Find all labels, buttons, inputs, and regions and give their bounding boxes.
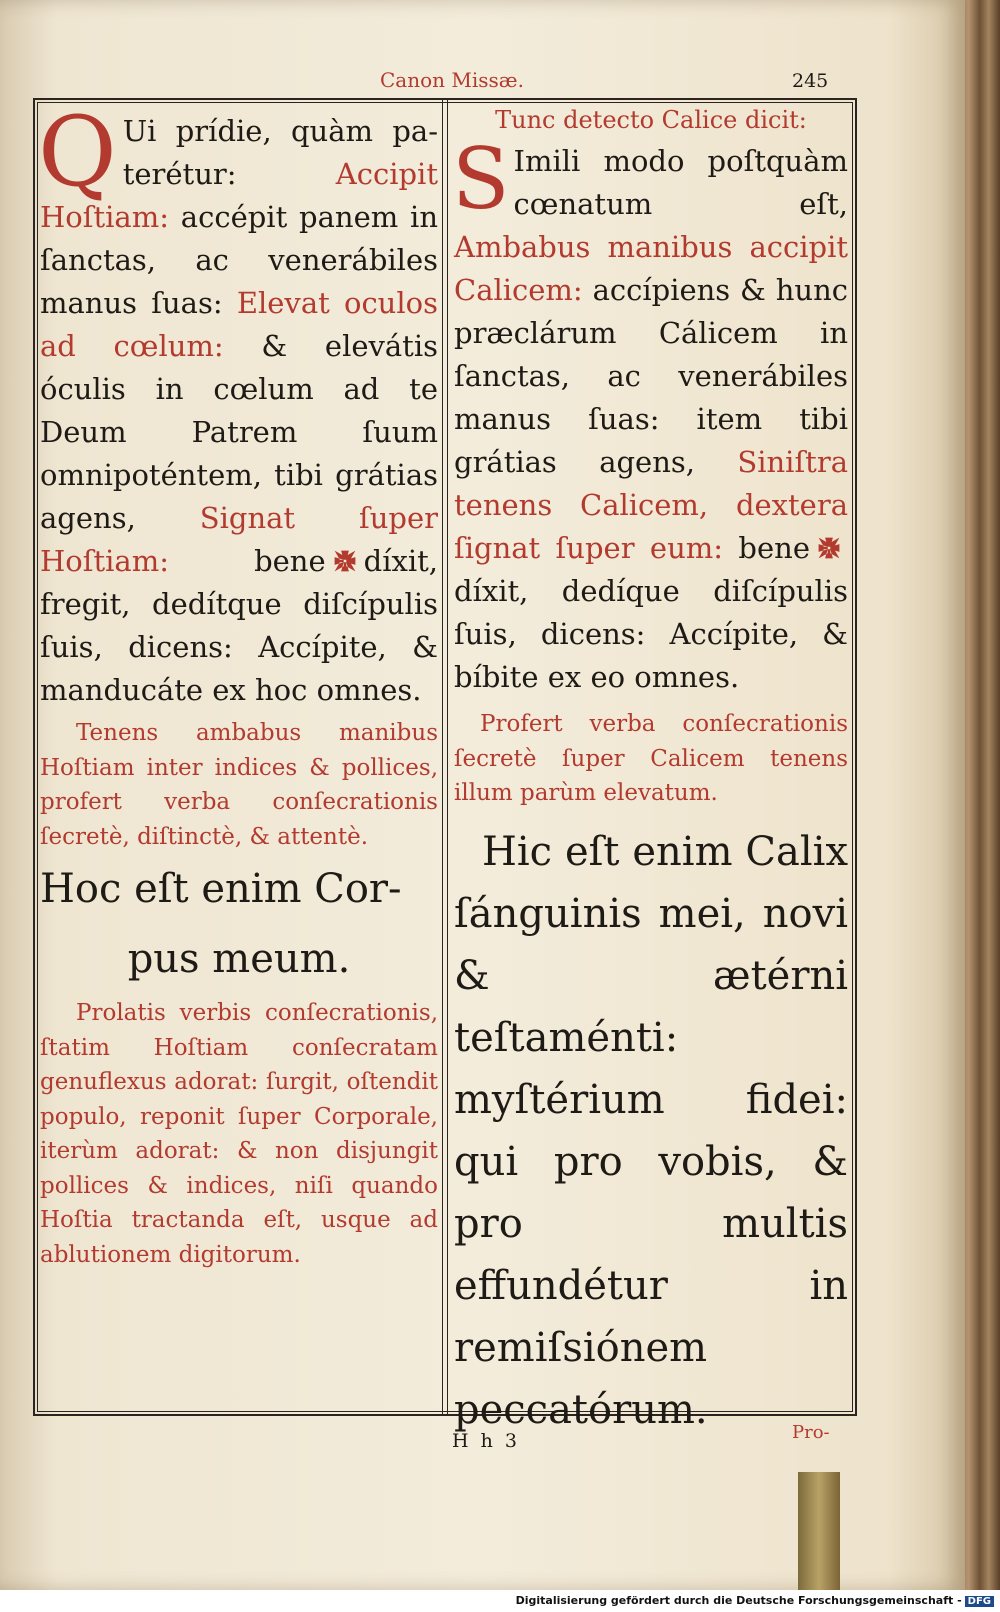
column-divider — [442, 98, 448, 1416]
right-rubric-heading: Tunc detecto Calice dicit: — [495, 106, 807, 134]
digitization-note: Digitalisierung gefördert durch die Deutsche Forschungsgemeinschaft - — [515, 1594, 962, 1607]
left-consecration-line-1: Hoc eſt enim Cor- — [40, 866, 402, 912]
left-paragraph-after-cross: díxit, fregit, dedítque diſcípulis ſuis, dicens: Accípite, & manducáte ex hoc omnes. — [40, 544, 438, 707]
right-segment-text: accípiens & hunc præclárum Cálicem in ſanctas, ac venerábiles manus ſuas: item tibi grátias agens, — [454, 273, 849, 479]
left-rubric-2: Prolatis verbis conſecrationis, ſtatim Hoſtiam conſecratam genuflexus adorat: ſurgit, oſtendit populo, reponit ſuper Corporale, iterùm adorat: & non disjungit pollices & indices, niſi quando Hoſtia tractanda eſt, usque ad ablutionem digitorum. — [40, 1000, 438, 1268]
right-segment-rubric: Siniſtra tenens Calicem, dextera ſignat ſuper eum: — [454, 445, 848, 565]
left-segment-text: & elevátis óculis in cœlum ad te Deum Patrem ſuum omnipoténtem, tibi grátias agens, — [40, 329, 438, 535]
left-main-paragraph — [38, 96, 438, 712]
right-consecration-text: Hic eſt enim Calix ſánguinis mei, novi & ætérni teſtaménti: myſtérium fidei: qui pro vobis, & pro multis effundétur in remiſsiónem peccatórum. — [454, 828, 848, 1433]
dfg-logo: DFG — [965, 1596, 994, 1607]
left-segment-rubric: Signat ſuper Hoſtiam: — [40, 501, 438, 578]
right-segment-rubric: Ambabus manibus accipit Calicem: — [454, 230, 848, 307]
left-segment-rubric: Elevat oculos ad cœlum: — [40, 286, 438, 363]
catchword: Pro- — [792, 1422, 830, 1443]
left-consecration-line-2: pus meum. — [127, 936, 351, 982]
left-column — [38, 96, 438, 1272]
right-segment-text: Imili modo poſtquàm cœnatum eſt, — [513, 144, 848, 221]
bookmark-tab — [798, 1472, 840, 1607]
right-paragraph-segments — [452, 130, 849, 565]
drop-cap-s: S — [452, 130, 510, 228]
cross-pattee-icon — [332, 548, 358, 574]
right-rubric-1: Profert verba conſecrationis ſecretè ſuper Calicem tenens illum parùm elevatum. — [454, 711, 848, 806]
left-segment-text: accépit panem in ſanctas, ac venerábiles manus ſuas: — [40, 200, 438, 320]
left-segment-text: bene — [254, 544, 326, 578]
left-segment-rubric: Accipit Hoſtiam: — [40, 157, 438, 234]
left-rubric-1: Tenens ambabus manibus Hoſtiam inter indices & pollices, profert verba conſecrationis ſecretè, diſtinctè, & attentè. — [40, 720, 438, 850]
signature-mark: H h 3 — [452, 1430, 520, 1452]
page-number: 245 — [792, 70, 829, 92]
right-main-paragraph — [452, 130, 849, 699]
right-paragraph-after-cross: díxit, dedíque diſcípulis ſuis, dicens: Accípite, & bíbite ex eo omnes. — [454, 574, 848, 694]
drop-cap-q: Q — [38, 96, 117, 208]
left-segment-text: Ui prídie, quàm pa-terétur: — [122, 114, 438, 191]
right-column — [454, 102, 848, 1441]
running-title: Canon Missæ. — [380, 68, 524, 92]
right-segment-text: bene — [738, 531, 810, 565]
digitization-footer — [516, 1594, 994, 1607]
cross-pattee-icon — [816, 535, 842, 561]
